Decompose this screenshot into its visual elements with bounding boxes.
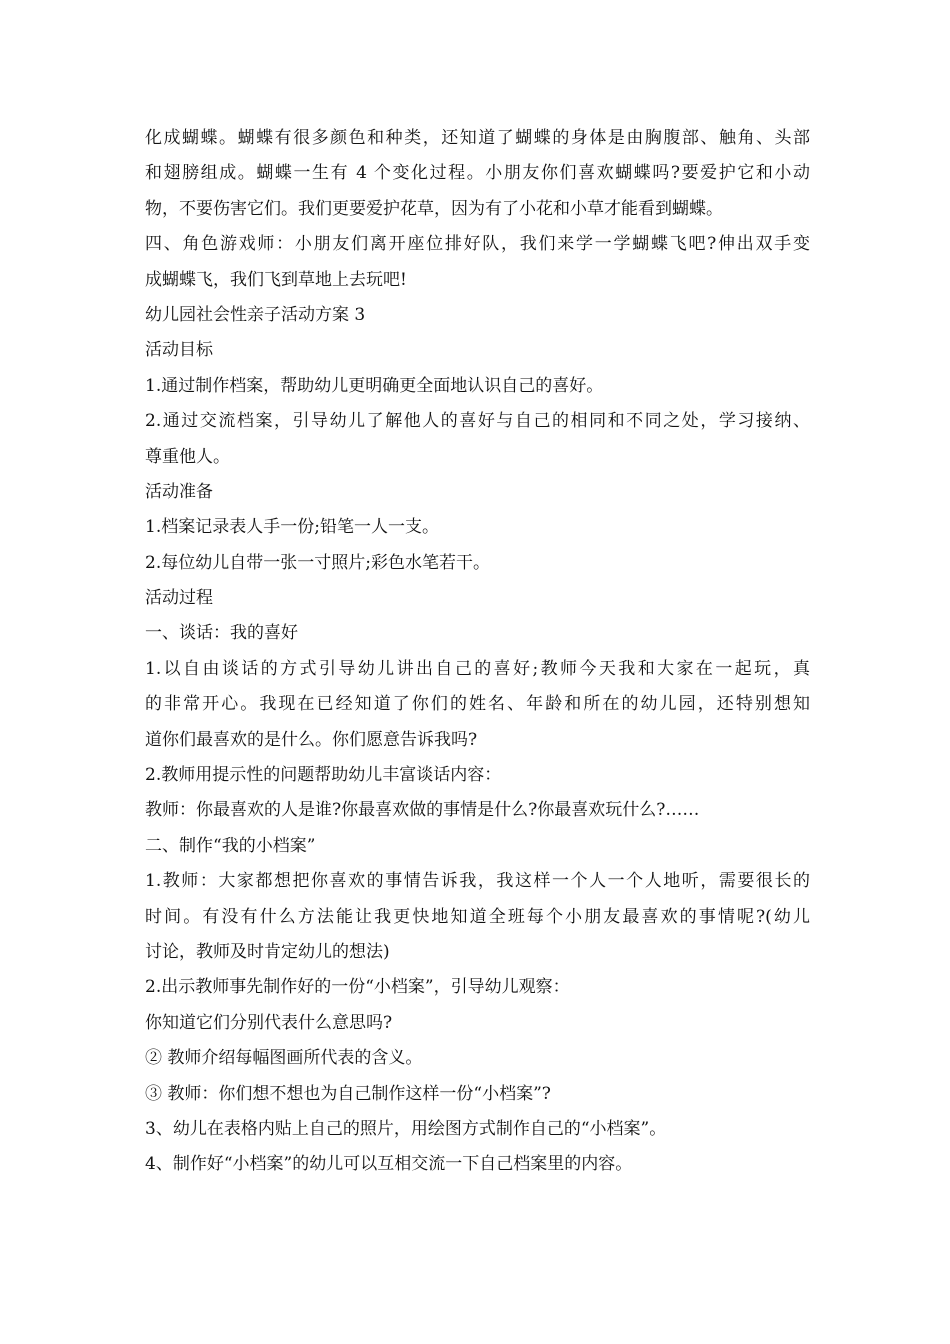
paragraph-line: 和翅膀组成。蝴蝶一生有 4 个变化过程。小朋友你们喜欢蝴蝶吗?要爱护它和小动	[145, 163, 810, 184]
section-heading: 活动过程	[145, 588, 213, 609]
list-item: 4、制作好“小档案”的幼儿可以互相交流一下自己档案里的内容。	[145, 1154, 633, 1175]
section-heading: 活动准备	[145, 481, 213, 502]
subsection-heading: 一、谈话：我的喜好	[145, 623, 298, 644]
paragraph-line: 讨论，教师及时肯定幼儿的想法)	[145, 941, 390, 962]
list-item: 2.通过交流档案，引导幼儿了解他人的喜好与自己的相同和不同之处，学习接纳、	[145, 411, 810, 432]
list-item: 3、幼儿在表格内贴上自己的照片，用绘图方式制作自己的“小档案”。	[145, 1118, 667, 1139]
section-heading: 活动目标	[145, 340, 213, 361]
paragraph-line: 尊重他人。	[145, 446, 230, 467]
paragraph-line: 四、角色游戏师：小朋友们离开座位排好队，我们来学一学蝴蝶飞吧?伸出双手变	[145, 234, 810, 255]
paragraph-line: 教师：你最喜欢的人是谁?你最喜欢做的事情是什么?你最喜欢玩什么?……	[145, 800, 700, 821]
document-body	[145, 121, 810, 1183]
paragraph-line: 时间。有没有什么方法能让我更快地知道全班每个小朋友最喜欢的事情呢?(幼儿	[145, 906, 810, 927]
section-title: 幼儿园社会性亲子活动方案 3	[145, 304, 366, 325]
paragraph-line: 化成蝴蝶。蝴蝶有很多颜色和种类，还知道了蝴蝶的身体是由胸腹部、触角、头部	[145, 128, 810, 148]
paragraph-line: 的非常开心。我现在已经知道了你们的姓名、年龄和所在的幼儿园，还特别想知	[145, 694, 810, 715]
subsection-heading: 二、制作“我的小档案”	[145, 835, 316, 856]
list-item: 1.通过制作档案，帮助幼儿更明确更全面地认识自己的喜好。	[145, 375, 604, 396]
list-item: ② 教师介绍每幅图画所代表的含义。	[145, 1048, 423, 1069]
list-item: ③ 教师：你们想不想也为自己制作这样一份“小档案”?	[145, 1083, 551, 1104]
list-item: 2.每位幼儿自带一张一寸照片;彩色水笔若干。	[145, 552, 490, 573]
list-item: 2.教师用提示性的问题帮助幼儿丰富谈话内容：	[145, 765, 502, 786]
list-item: 1.以自由谈话的方式引导幼儿讲出自己的喜好;教师今天我和大家在一起玩，真	[145, 658, 810, 679]
paragraph-line: 成蝴蝶飞，我们飞到草地上去玩吧!	[145, 269, 407, 290]
list-item: 1.档案记录表人手一份;铅笔一人一支。	[145, 517, 439, 538]
paragraph-line: 物，不要伤害它们。我们更要爱护花草，因为有了小花和小草才能看到蝴蝶。	[145, 198, 723, 219]
paragraph-line: 你知道它们分别代表什么意思吗?	[145, 1012, 393, 1033]
paragraph-line: 道你们最喜欢的是什么。你们愿意告诉我吗?	[145, 729, 478, 750]
list-item: 1.教师：大家都想把你喜欢的事情告诉我，我这样一个人一个人地听，需要很长的	[145, 871, 810, 892]
list-item: 2.出示教师事先制作好的一份“小档案”，引导幼儿观察：	[145, 977, 570, 998]
